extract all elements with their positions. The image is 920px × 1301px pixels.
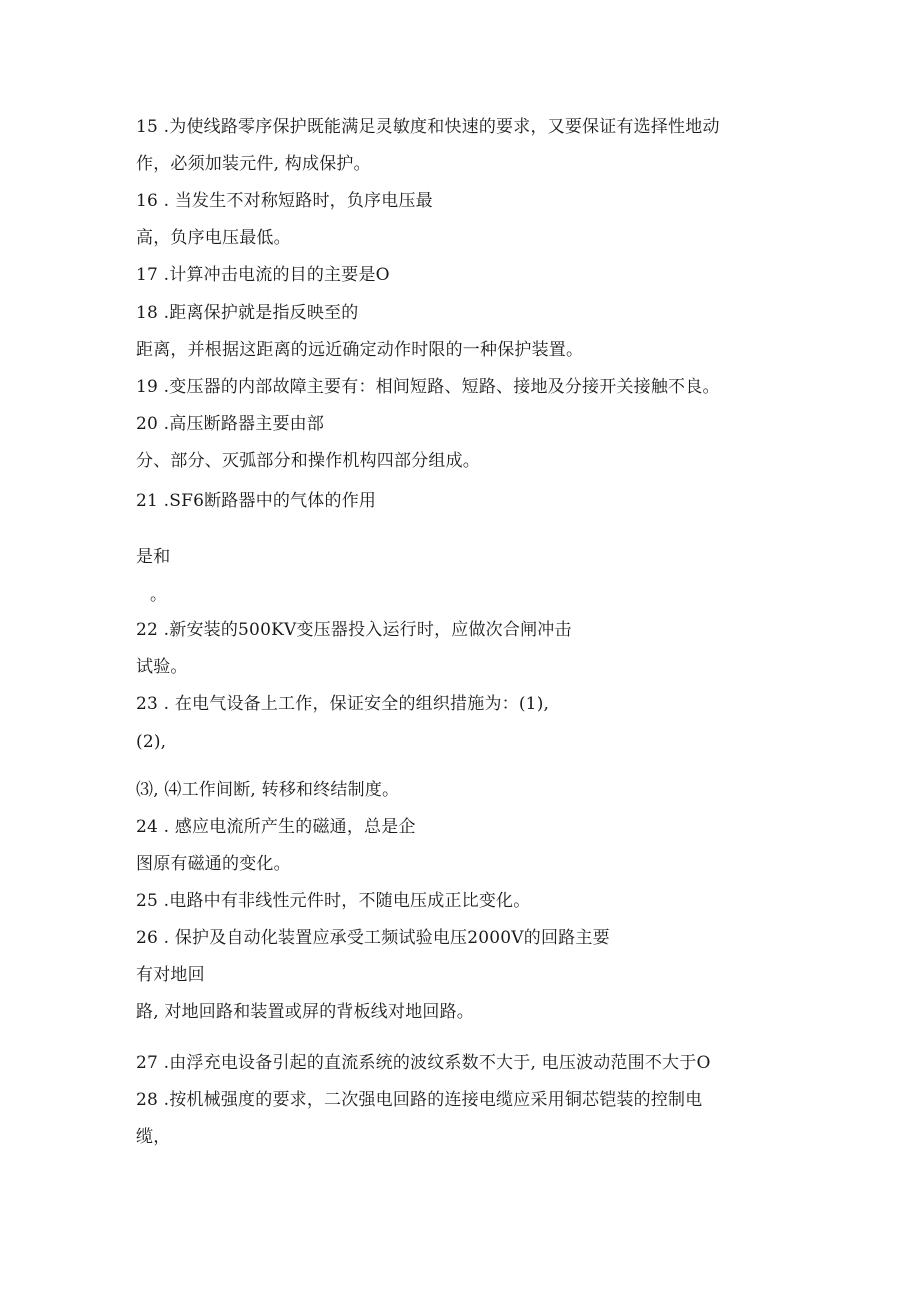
text-line-q23-cont1: (2),	[136, 732, 167, 752]
text-line-q16-cont: 高，负序电压最低。	[136, 228, 291, 248]
text-line-q28: 28 .按机械强度的要求，二次强电回路的连接电缆应采用铜芯铠装的控制电	[136, 1090, 703, 1110]
text-line-q21-cont: 是和	[136, 547, 171, 567]
text-line-q22-cont: 试验。	[136, 657, 188, 677]
text-line-q20-cont: 分、部分、灭弧部分和操作机构四部分组成。	[136, 451, 480, 471]
text-line-q22: 22 .新安装的500KV变压器投入运行时，应做次合闸冲击	[136, 620, 572, 640]
text-line-q25: 25 .电路中有非线性元件时，不随电压成正比变化。	[136, 891, 531, 911]
text-line-q26-cont1: 有对地回	[136, 965, 205, 985]
text-line-q28-cont: 缆，	[136, 1127, 171, 1147]
text-line-q18-cont: 距离，并根据这距离的远近确定动作时限的一种保护装置。	[136, 340, 584, 360]
text-line-q18: 18 .距离保护就是指反映至的	[136, 303, 359, 323]
text-line-q17: 17 .计算冲击电流的目的主要是O	[136, 265, 390, 285]
text-line-q23-cont2: ⑶, ⑷工作间断, 转移和终结制度。	[136, 780, 400, 800]
text-line-q23: 23 . 在电气设备上工作，保证安全的组织措施为：(1),	[136, 694, 550, 714]
text-line-q15: 15 .为使线路零序保护既能满足灵敏度和快速的要求，又要保证有选择性地动	[136, 117, 720, 137]
text-line-q24-cont: 图原有磁通的变化。	[136, 854, 291, 874]
text-line-q21: 21 .SF6断路器中的气体的作用	[136, 491, 377, 511]
text-line-q27: 27 .由浮充电设备引起的直流系统的波纹系数不大于, 电压波动范围不大于O	[136, 1053, 711, 1073]
text-line-q16: 16 . 当发生不对称短路时，负序电压最	[136, 191, 433, 211]
text-line-q19: 19 .变压器的内部故障主要有：相间短路、短路、接地及分接开关接触不良。	[136, 377, 720, 397]
text-line-q20: 20 .高压断路器主要由部	[136, 414, 325, 434]
text-line-q26: 26 . 保护及自动化装置应承受工频试验电压2000V的回路主要	[136, 928, 610, 948]
text-line-q26-cont2: 路, 对地回路和装置或屏的背板线对地回路。	[136, 1002, 475, 1022]
text-line-q15-cont: 作，必须加装元件, 构成保护。	[136, 154, 371, 174]
text-line-q24: 24 . 感应电流所产生的磁通，总是企	[136, 817, 416, 837]
text-line-q21-end: 。	[150, 585, 168, 605]
